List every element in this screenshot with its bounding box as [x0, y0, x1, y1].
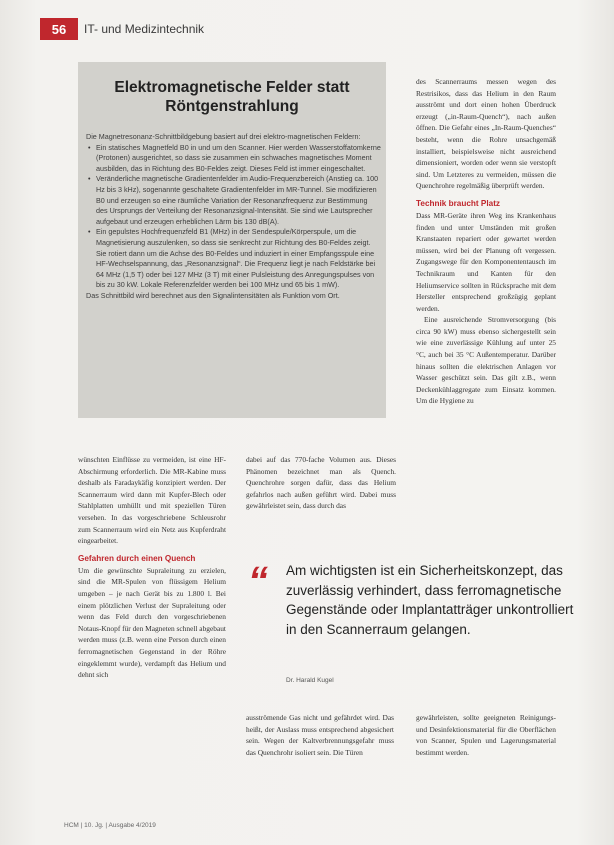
body-paragraph: des Scannerraums messen wegen des Restrisikos, dass das Helium in den Raum ausströmt und dort einen hohen Überdruck erzeugt („in-Raum-Quench“), nach außen öffnen. Die Gefahr eines „In-Raum-Quenches“ besteht, wenn die Rohre unsachgemäß installiert, beispielsweise nicht ausreichend dimensioniert, worden oder wenn sie verstopft sind. Um Letzteres zu vermeiden, müssen die Quenchrohre regelmäßig überprüft werden. — [416, 77, 556, 191]
middle-column — [246, 454, 396, 512]
right-column-top — [416, 76, 556, 407]
info-box-intro: Die Magnetresonanz-Schnittbildgebung basiert auf drei elektro-magnetischen Feldern: — [86, 132, 361, 141]
body-paragraph: ausströmende Gas nicht und gefährdet wird. Das heißt, der Auslass muss entsprechend abgesichert sein. Wegen der Kaltverbrennungsgefahr muss das Quenchrohr isoliert sein. Die Türen — [246, 713, 394, 757]
info-box-outro: Das Schnittbild wird berechnet aus den Signalintensitäten als Funktion vom Ort. — [86, 290, 340, 300]
info-box — [78, 62, 386, 418]
right-column-bottom — [416, 712, 556, 758]
quote-mark-icon: “ — [248, 559, 268, 603]
body-paragraph: wünschten Einflüsse zu vermeiden, ist eine HF-Abschirmung erforderlich. Die MR-Kabine muss deshalb als Faradaykäfig konzipiert werden. Der Scannerraum wird dann mit Kupfer-Blech oder Stahlplatten umhüllt und mit speziellen Türen versehen. In das vorgeschriebene Schleusrohr zum Scannerraum wird ein Netz aus Kupferdraht eingearbeitet. — [78, 455, 226, 546]
page-number: 56 — [40, 18, 78, 40]
section-title: IT- und Medizintechnik — [84, 22, 205, 36]
body-paragraph: Eine ausreichende Stromversorgung (bis circa 90 kW) muss ebenso sichergestellt sein wie eine zuverlässige Kühlung auf unter 25 °C, auch bei 35 °C Außentemperatur. Darüber hinaus sollten die elektrischen Anlagen vor Wasser geschützt sein. Das gilt z.B., wenn Deckenkühlaggregate zum Einsatz kommen. Um die Hygiene zu — [416, 315, 556, 406]
info-box-list — [86, 143, 381, 291]
body-paragraph: dabei auf das 770-fache Volumen aus. Dieses Phänomen bezeichnet man als Quench. Quenchrohre sorgen dafür, dass das Helium gefahrlos nach außen geführt wird. Dabei muss gewährleistet sein, dass durch das — [246, 455, 396, 511]
info-box-title: Elektromagnetische Felder statt Röntgenstrahlung — [114, 79, 350, 115]
body-paragraph: Um die gewünschte Supraleitung zu erzielen, sind die MR-Spulen von flüssigem Helium umgeben – je nach Gerät bis zu 1.800 l. Bei einem plötzlichen Verlust der Supraleitung oder wenn das Feld durch den vorgeschriebenen Notaus-Knopf für den Magneten schnell abgebaut werden muss (z.B. wenn eine Person durch einen ferromagnetischen Gegenstand in der Röhre eingeklemmt wurde), verdampft das Helium und dehnt sich — [78, 565, 226, 680]
page-footer: HCM | 10. Jg. | Ausgabe 4/2019 — [64, 822, 156, 829]
subheading: Technik braucht Platz — [416, 198, 501, 208]
subheading: Gefahren durch einen Quench — [78, 553, 196, 563]
page-header — [40, 18, 204, 40]
left-column — [78, 454, 226, 681]
info-box-item: • Ein gepulstes Hochfrequenzfeld B1 (MHz) in der Sendespule/Körperspule, um die Magnetisierung auszulenken, so dass sie senkrecht zur Richtung des B0-Feldes zeigt. Sie rotiert dann um die Achse des B0-Feldes und induziert in einer Empfangsspule eine HF-Wechselspannung, das „Resonanzsignal“. Die Frequenz liegt je nach Feldstärke bei 64 MHz (1,5 T) oder bei 127 MHz (3 T) mit einer Pulsleistung des Anregungspulses von bis zu 30 kW. Lokale Referenzfelder werden bei 100 MHz und 65 bis 1 mW). — [96, 227, 381, 291]
body-paragraph: Dass MR-Geräte ihren Weg ins Krankenhaus finden und unter Umständen mit großen Kranstaaten repariert oder gewartet werden müssen, wird bei der Planung oft vergessen. Zugangswege für den Komponententausch im Technikraum und Kanten für den Heliumservice sollten in Rücksprache mit dem Hersteller entsprechend großzügig geplant werden. — [416, 210, 556, 313]
quote-text: Am wichtigsten ist ein Sicherheitskonzept, das zuverlässig verhindert, dass ferromagnetische Gegenstände oder Implantatträger unkontrolliert in den Scannerraum gelangen. — [286, 563, 574, 637]
info-box-item: • Veränderliche magnetische Gradientenfelder im Audio-Frequenzbereich (Anstieg ca. 100 Hz bis 3 kHz), sogenannte geschaltete Gradientenfelder im MR-Tunnel. Sie modifizieren B0 und erzeugen so eine räumliche Variation der Resonanzfrequenz zur Bestimmung des Ursprungs der Verteilung der Resonanzsignal-Intensität. Sie sind wie Lautsprecher aufgebaut und erzeugen erheblichen Lärm bis 130 dB(A). — [96, 174, 381, 227]
quote-author: Dr. Harald Kugel — [286, 677, 334, 684]
info-box-body — [86, 132, 381, 302]
body-paragraph: gewährleisten, sollte geeigneten Reinigungs- und Desinfektionsmaterial für die Oberflächen von Scanner, Spulen und Lagerungsmaterial bestimmt werden. — [416, 713, 556, 757]
info-box-item: • Ein statisches Magnetfeld B0 in und um den Scanner. Hier werden Wasserstoffatomkerne (Protonen) ausgerichtet, so dass sie zusammen ein schwaches magnetisches Moment ausbilden, das in Richtung des B0-Feldes zeigt. Dieses Feld ist immer eingeschaltet. — [96, 143, 381, 175]
middle-column-bottom — [246, 712, 394, 758]
